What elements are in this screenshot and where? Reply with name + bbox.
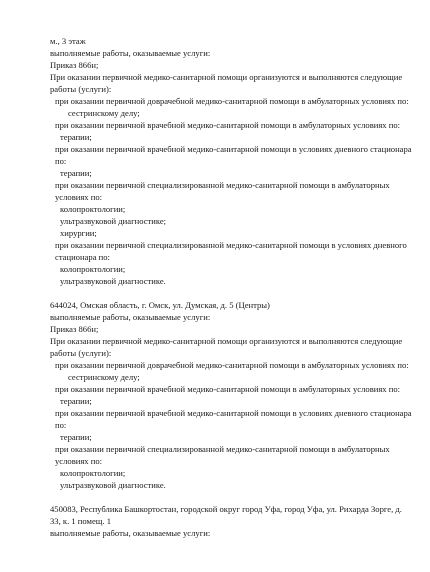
- order-reference: Приказ 866н;: [50, 324, 99, 334]
- intro-paragraph: При оказании первичной медико-санитарной помощи организуются и выполняются следующие работы (услуги):: [50, 336, 403, 358]
- ultrasound-item: ультразвуковой диагностике.: [60, 276, 166, 286]
- specialized-outpatient-item: при оказании первичной специализированной медико-санитарной помощи в амбулаторных условиях по:: [55, 444, 390, 466]
- therapy-item: терапии;: [60, 132, 92, 142]
- address-line: 450083, Республика Башкортостан, городской округ город Уфа, город Уфа, ул. Рихарда Зорге, д. 33, к. 1 помещ. 1: [50, 504, 402, 526]
- section-block-1: [50, 35, 412, 287]
- coloproctology-item: колопроктологии;: [60, 264, 126, 274]
- works-heading: выполняемые работы, оказываемые услуги:: [50, 528, 211, 538]
- intro-paragraph: При оказании первичной медико-санитарной помощи организуются и выполняются следующие работы (услуги):: [50, 72, 403, 94]
- therapy-item: терапии;: [60, 168, 92, 178]
- works-heading: выполняемые работы, оказываемые услуги:: [50, 48, 211, 58]
- surgery-item: хирургии;: [60, 228, 97, 238]
- coloproctology-item: колопроктологии;: [60, 204, 126, 214]
- medical-outpatient-item: при оказании первичной врачебной медико-санитарной помощи в амбулаторных условиях по:: [55, 120, 401, 130]
- medical-day-hospital-item: при оказании первичной врачебной медико-санитарной помощи в условиях дневного стационара по:: [55, 144, 412, 166]
- address-tail: м., 3 этаж: [50, 36, 86, 46]
- spacer: [50, 287, 412, 299]
- spacer: [50, 491, 412, 503]
- specialized-outpatient-item: при оказании первичной специализированной медико-санитарной помощи в амбулаторных условиях по:: [55, 180, 390, 202]
- specialized-day-hospital-item: при оказании первичной специализированной медико-санитарной помощи в условиях дневного стационара по:: [55, 240, 407, 262]
- ultrasound-item: ультразвуковой диагностике.: [60, 480, 166, 490]
- medical-day-hospital-item: при оказании первичной врачебной медико-санитарной помощи в условиях дневного стационара по:: [55, 408, 412, 430]
- ultrasound-item: ультразвуковой диагностике;: [60, 216, 167, 226]
- pre-medical-outpatient-item: при оказании первичной доврачебной медико-санитарной помощи в амбулаторных условиях по:: [55, 96, 409, 106]
- order-reference: Приказ 866н;: [50, 60, 99, 70]
- therapy-item: терапии;: [60, 396, 92, 406]
- nursing-item: сестринскому делу;: [68, 108, 140, 118]
- works-heading: выполняемые работы, оказываемые услуги:: [50, 312, 211, 322]
- medical-outpatient-item: при оказании первичной врачебной медико-санитарной помощи в амбулаторных условиях по:: [55, 384, 401, 394]
- pre-medical-outpatient-item: при оказании первичной доврачебной медико-санитарной помощи в амбулаторных условиях по:: [55, 360, 409, 370]
- address-line: 644024, Омская область, г. Омск, ул. Думская, д. 5 (Центры): [50, 300, 270, 310]
- coloproctology-item: колопроктологии;: [60, 468, 126, 478]
- therapy-item: терапии;: [60, 432, 92, 442]
- section-block-3: [50, 503, 412, 539]
- section-block-2: [50, 299, 412, 491]
- nursing-item: сестринскому делу;: [68, 372, 140, 382]
